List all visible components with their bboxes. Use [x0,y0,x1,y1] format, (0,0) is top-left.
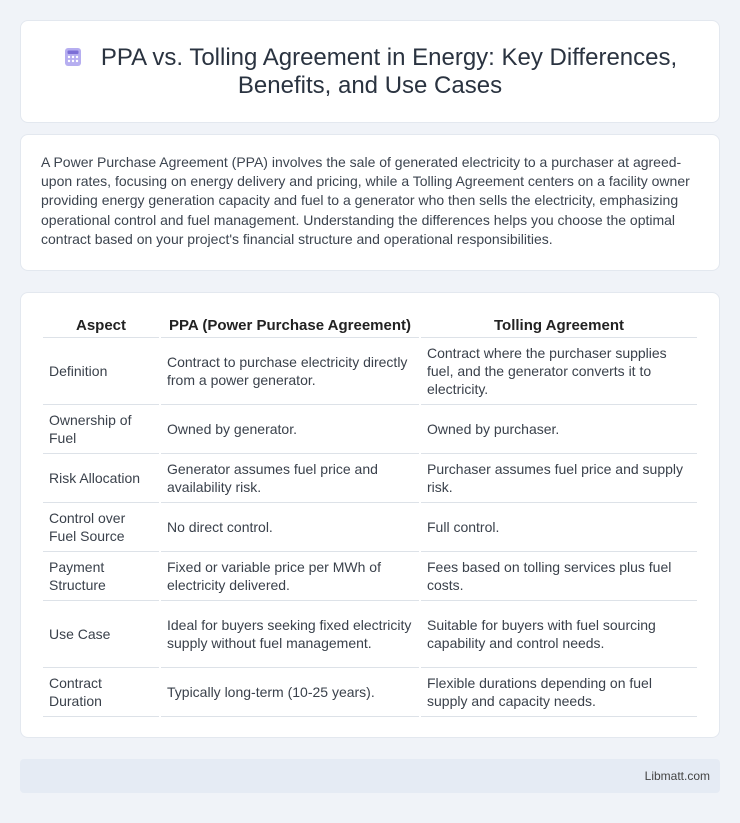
ppa-cell: Owned by generator. [161,405,419,454]
ppa-cell: Ideal for buyers seeking fixed electricity supply without fuel management. [161,601,419,668]
footer [20,759,720,793]
aspect-cell: Control over Fuel Source [43,503,159,552]
header-tolling: Tolling Agreement [421,311,697,338]
footer-brand-link[interactable]: Libmatt.com [644,769,710,783]
aspect-cell: Payment Structure [43,552,159,601]
table-row [43,601,697,668]
tolling-cell: Full control. [421,503,697,552]
aspect-cell: Use Case [43,601,159,668]
comparison-card [20,292,720,738]
ppa-cell: Generator assumes fuel price and availability risk. [161,454,419,503]
aspect-cell: Definition [43,338,159,405]
table-header-row [43,311,697,338]
tolling-cell: Fees based on tolling services plus fuel costs. [421,552,697,601]
header-aspect: Aspect [43,311,159,338]
ppa-cell: Contract to purchase electricity directly from a power generator. [161,338,419,405]
ppa-cell: Typically long-term (10-25 years). [161,668,419,717]
table-row [43,454,697,503]
header-ppa: PPA (Power Purchase Agreement) [161,311,419,338]
aspect-cell: Risk Allocation [43,454,159,503]
title-card [20,20,720,123]
tolling-cell: Owned by purchaser. [421,405,697,454]
tolling-cell: Contract where the purchaser supplies fuel, and the generator converts it to electricity. [421,338,697,405]
page-title-text: PPA vs. Tolling Agreement in Energy: Key Differences, Benefits, and Use Cases [100,43,678,99]
tolling-cell: Purchaser assumes fuel price and supply risk. [421,454,697,503]
calculator-icon [63,46,83,66]
table-row [43,552,697,601]
page-title [51,44,689,100]
ppa-cell: Fixed or variable price per MWh of electricity delivered. [161,552,419,601]
aspect-cell: Ownership of Fuel [43,405,159,454]
ppa-cell: No direct control. [161,503,419,552]
tolling-cell: Flexible durations depending on fuel supply and capacity needs. [421,668,697,717]
comparison-table [41,311,699,717]
intro-card [20,134,720,271]
table-row [43,405,697,454]
table-row [43,668,697,717]
aspect-cell: Contract Duration [43,668,159,717]
table-row [43,503,697,552]
intro-text: A Power Purchase Agreement (PPA) involves the sale of generated electricity to a purchaser at agreed-upon rates, focusing on energy delivery and pricing, while a Tolling Agreement centers on a facility owner providing energy generation capacity and fuel to a generator who then sells the electricity, emphasizing operational control and fuel management. Understanding the differences helps you choose the optimal contract based on your project's financial structure and operational responsibilities. [41,154,690,247]
tolling-cell: Suitable for buyers with fuel sourcing capability and control needs. [421,601,697,668]
table-row [43,338,697,405]
